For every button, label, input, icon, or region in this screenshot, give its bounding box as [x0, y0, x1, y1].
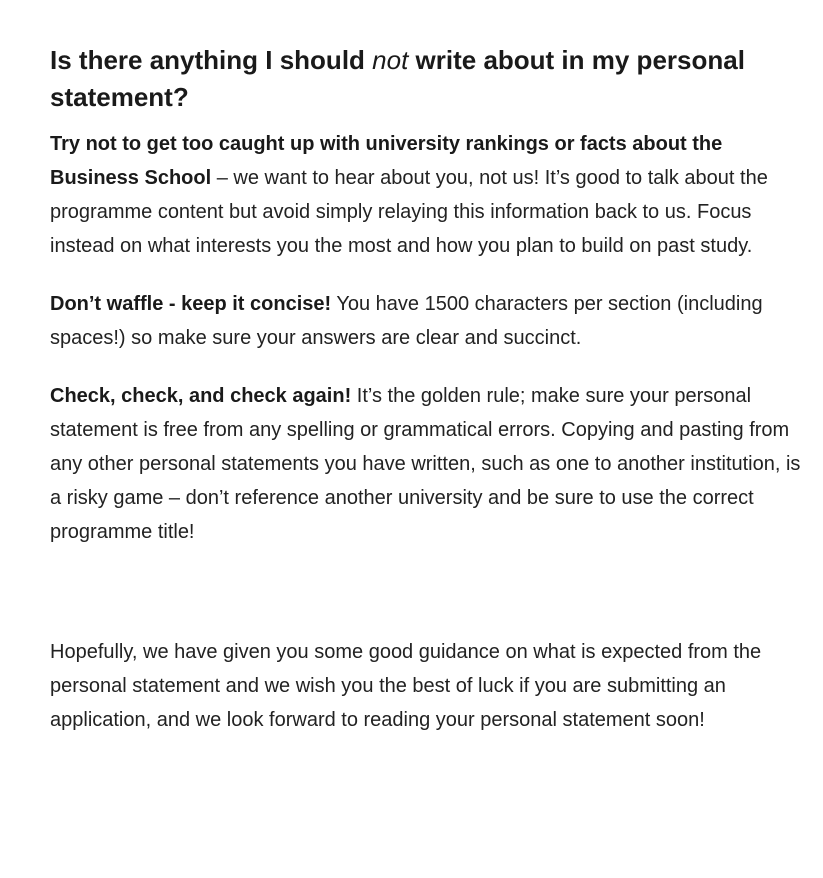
tip-concise-body: You have 1500 characters per section (including spaces!) so make sure your answers are clear and succinct.: [50, 293, 763, 349]
section-heading: [50, 42, 802, 116]
tip-check-body: It’s the golden rule; make sure your personal statement is free from any spelling or grammatical errors. Copying and pasting from any other personal statements you have written, such as one to another institution, is a risky game – don’t reference another university and be sure to use the correct programme title!: [50, 385, 801, 543]
heading-part-1: Is there anything I should: [50, 45, 373, 75]
article-content: [50, 42, 802, 737]
tip-check-lead: Check, check, and check again!: [50, 385, 352, 407]
tip-concise-paragraph: [50, 287, 802, 355]
tip-rankings-lead: Try not to get too caught up with university rankings or facts about the Business School: [50, 133, 723, 189]
heading-emphasis: not: [372, 45, 409, 75]
closing-paragraph: Hopefully, we have given you some good guidance on what is expected from the personal statement and we wish you the best of luck if you are submitting an application, and we look forward to reading your personal statement soon!: [50, 641, 762, 731]
tip-rankings-body: – we want to hear about you, not us! It’s good to talk about the programme content but avoid simply relaying this information back to us. Focus instead on what interests you the most and how you plan to build on past study.: [50, 167, 768, 257]
tip-concise-lead: Don’t waffle - keep it concise!: [50, 293, 332, 315]
tip-rankings-paragraph: [50, 127, 802, 263]
tip-check-paragraph: [50, 379, 802, 549]
heading-part-2: write about in my personal statement?: [50, 45, 745, 112]
